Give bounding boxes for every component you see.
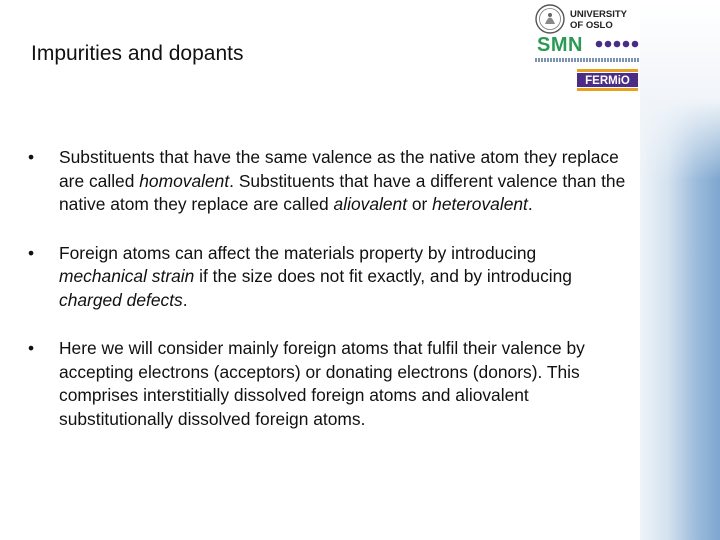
emphasized-term: aliovalent: [333, 194, 408, 214]
bullet-text: Substituents that have the same valence as the native atom they replace are called: [59, 147, 619, 191]
university-line-2: OF OSLO: [570, 20, 613, 31]
smn-tagline-decoration: [535, 58, 639, 62]
bullet-list: [28, 146, 628, 431]
decorative-strip-fade: [640, 0, 720, 180]
slide-title: Impurities and dopants: [31, 42, 244, 65]
smn-dots-icon: [595, 39, 639, 49]
emphasized-term: heterovalent: [432, 194, 528, 214]
fermio-logo: [577, 69, 638, 91]
bullet-item: [28, 337, 628, 431]
emphasized-term: homovalent: [139, 170, 230, 191]
emphasized-term: charged defects: [59, 289, 183, 310]
university-line-1: UNIVERSITY: [570, 9, 628, 20]
bullet-text: Foreign atoms can affect the materials property by introducing: [59, 242, 537, 263]
bullet-text: Here we will consider mainly foreign atoms that fulfil their valence by accepting electrons (acceptors) or donating electrons (donors). This comprises interstitially dissolved foreign atoms and aliovalent substitutionally dissolved foreign atoms.: [59, 338, 585, 429]
bullet-text: .: [182, 289, 188, 310]
bullet-marker: •: [28, 147, 35, 167]
smn-logo-text: SMN: [537, 34, 583, 56]
bullet-marker: •: [28, 338, 35, 358]
emphasized-term: mechanical strain: [59, 266, 195, 286]
bullet-text: . Substituents that have a different valence than the native atom they replace are called: [59, 170, 626, 214]
bullet-text: .: [527, 194, 533, 214]
bullet-marker: •: [28, 242, 35, 263]
fermio-logo-text: FERMiO: [585, 75, 630, 87]
university-logo-text: [570, 9, 627, 31]
bullet-text: if the size does not fit exactly, and by introducing: [194, 266, 572, 286]
bullet-item: [28, 146, 628, 217]
bullet-text: or: [407, 194, 433, 214]
smn-logo: [535, 34, 640, 64]
bullet-item: [28, 242, 628, 313]
university-seal-icon: [534, 3, 566, 35]
